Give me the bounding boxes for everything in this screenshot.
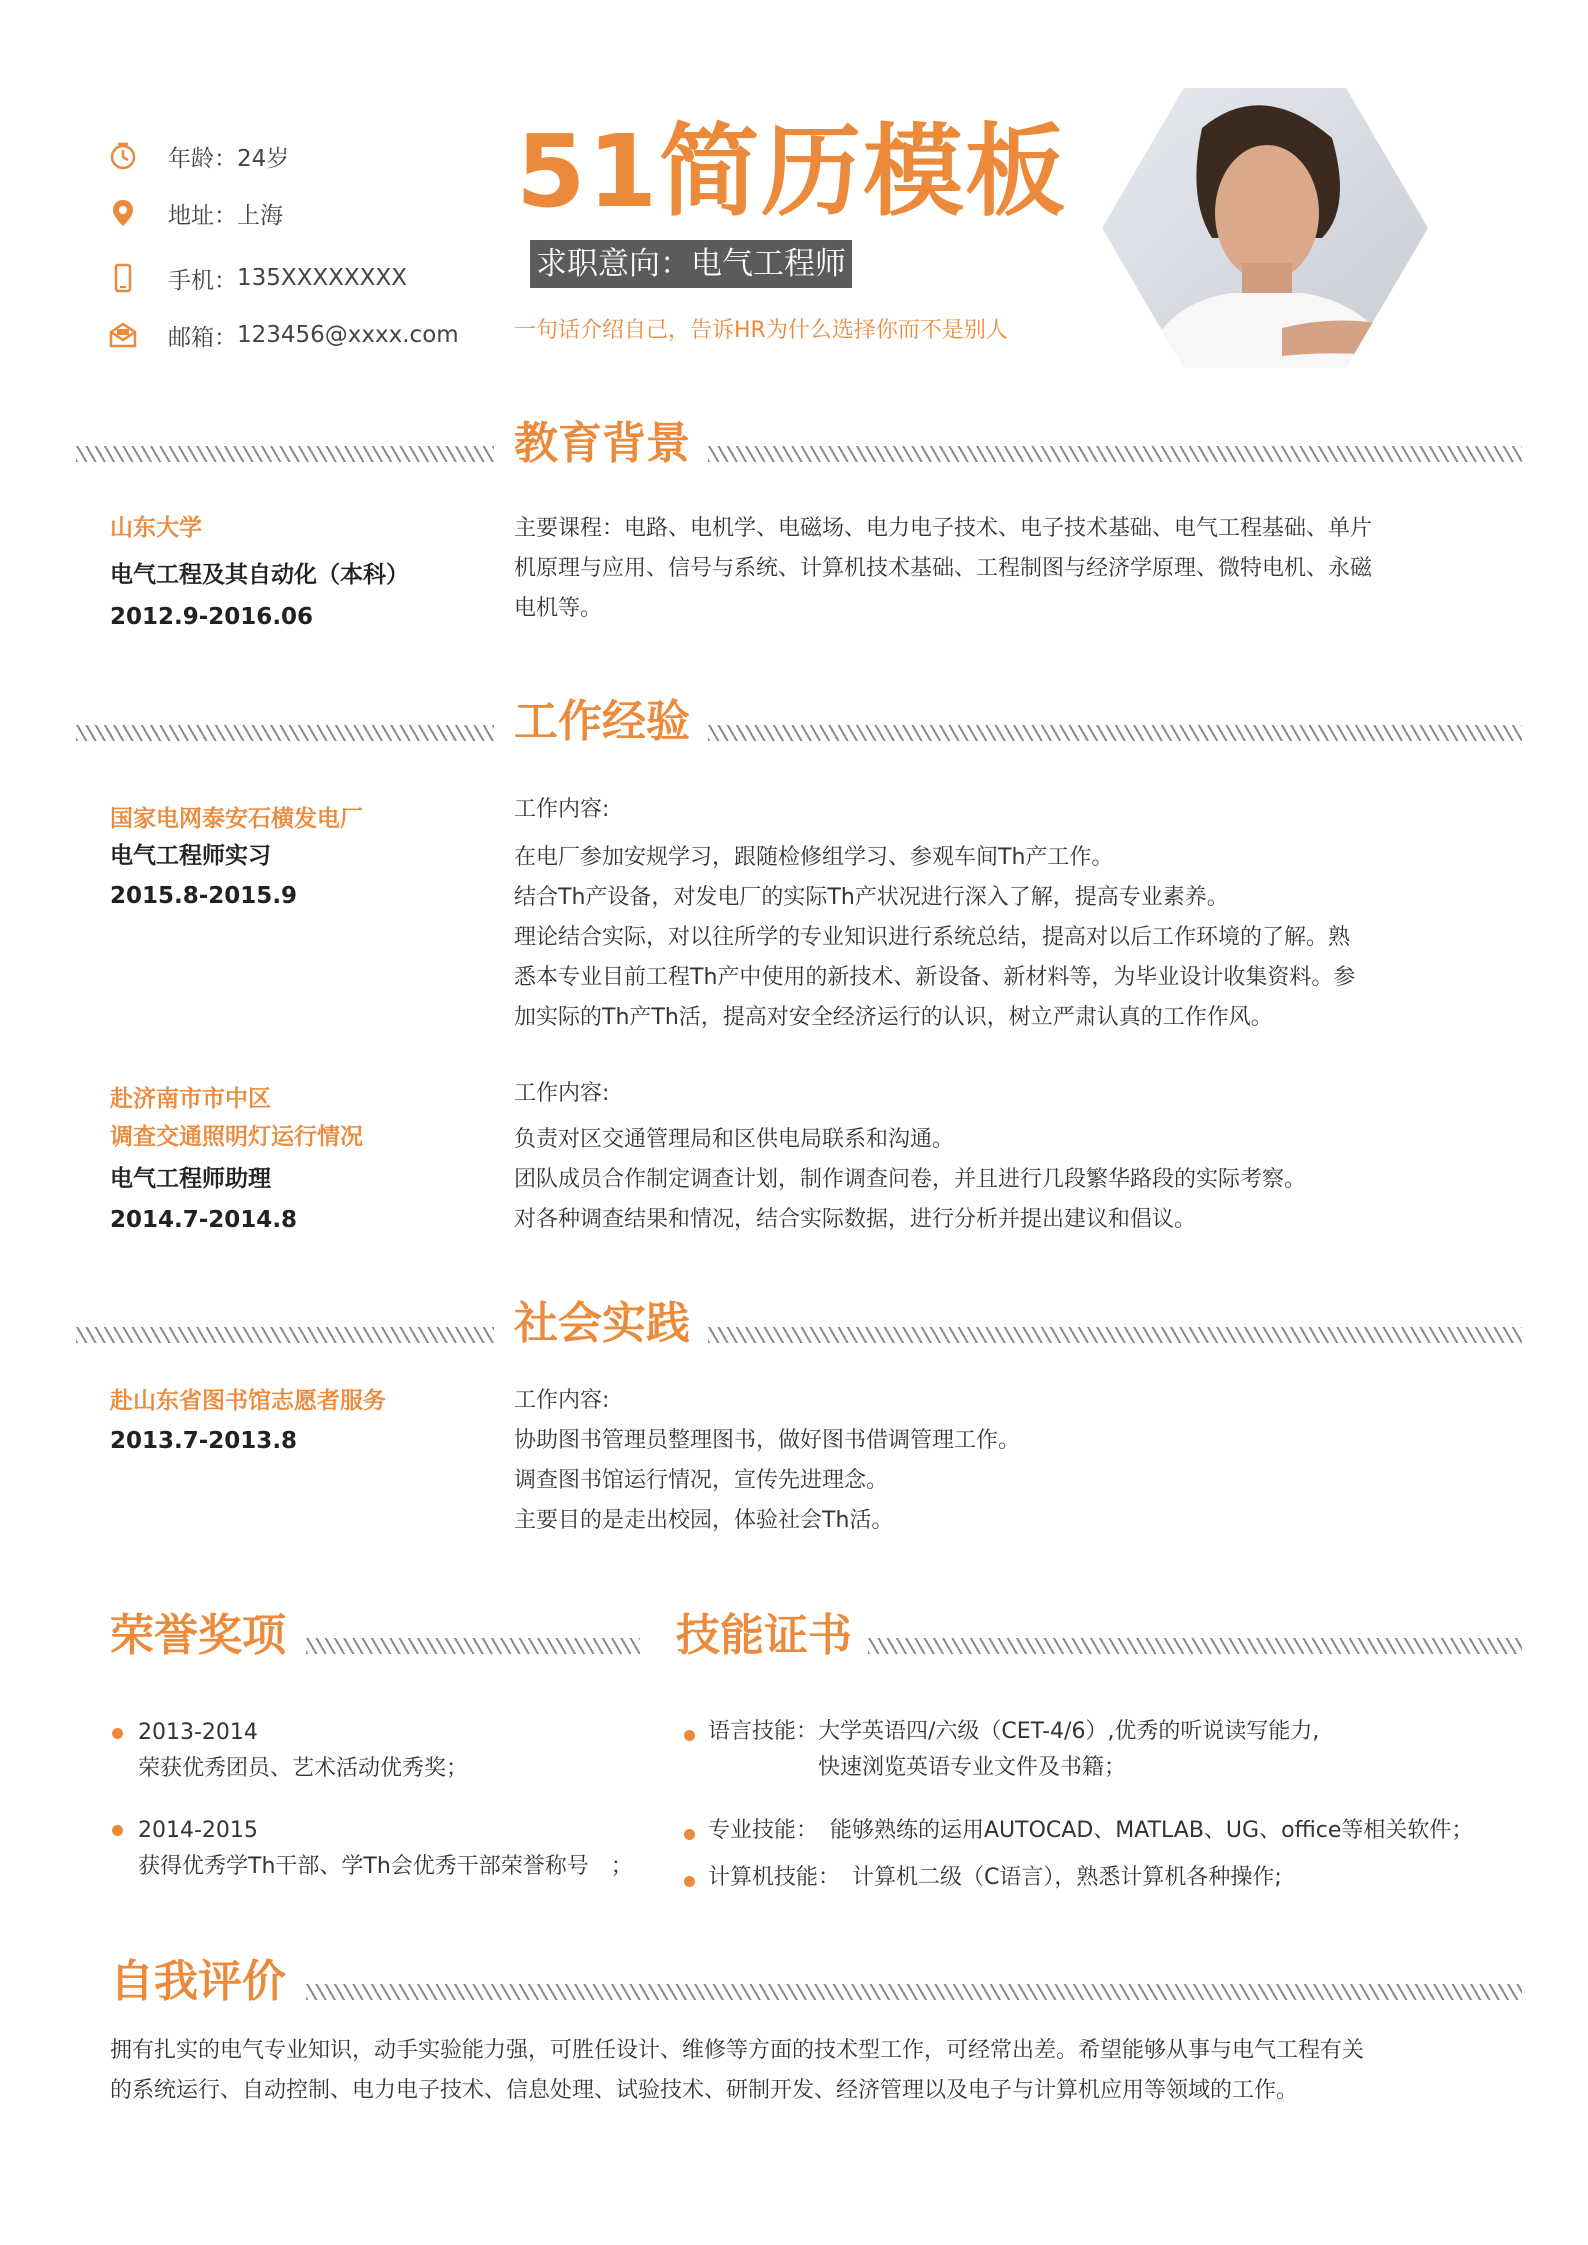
practice-line: 调查图书馆运行情况，宣传先进理念。 — [514, 1468, 889, 1493]
contact-email — [108, 315, 459, 355]
skill-label: 语言技能： — [708, 1719, 819, 1744]
divider-hatch — [306, 1638, 640, 1654]
courses-line: 机原理与应用、信号与系统、计算机技术基础、工程制图与经济学原理、微特电机、永磁 — [514, 556, 1373, 581]
job-line: 负责对区交通管理局和区供电局联系和沟通。 — [514, 1127, 955, 1152]
practice-content-label: 工作内容: — [514, 1388, 610, 1413]
divider-hatch — [868, 1638, 1522, 1654]
phone-icon — [108, 263, 138, 293]
education-dates: 2012.9-2016.06 — [110, 604, 314, 630]
section-title-work: 工作经验 — [514, 696, 690, 747]
section-title-practice: 社会实践 — [514, 1298, 690, 1349]
honor-year: 2014-2015 — [138, 1818, 258, 1843]
clock-icon — [108, 141, 138, 171]
job-line: 悉本专业目前工程Th产中使用的新技术、新设备、新材料等，为毕业设计收集资料。参 — [514, 965, 1356, 990]
job-content-label: 工作内容: — [514, 1081, 610, 1106]
job-line: 在电厂参加安规学习，跟随检修组学习、参观车间Th产工作。 — [514, 845, 1114, 870]
tagline: 一句话介绍自己，告诉HR为什么选择你而不是别人 — [514, 318, 1008, 343]
practice-dates: 2013.7-2013.8 — [110, 1428, 298, 1454]
bullet-dot — [684, 1730, 695, 1741]
job-dates: 2015.8-2015.9 — [110, 883, 298, 909]
section-title-honors: 荣誉奖项 — [110, 1610, 286, 1661]
self-eval-line: 拥有扎实的电气专业知识，动手实验能力强，可胜任设计、维修等方面的技术型工作，可经常出差。希望能够从事与电气工程有关 — [110, 2038, 1365, 2063]
divider-hatch — [306, 1984, 1522, 2000]
resume-title: 51简历模板 — [516, 113, 1068, 230]
job-intent: 求职意向：电气工程师 — [530, 240, 852, 288]
practice-line: 主要目的是走出校园，体验社会Th活。 — [514, 1508, 894, 1533]
job-org: 赴济南市市中区 — [110, 1086, 271, 1112]
divider-hatch — [708, 725, 1522, 741]
courses-line: 主要课程：电路、电机学、电磁场、电力电子技术、电子技术基础、电气工程基础、单片 — [514, 516, 1373, 541]
divider-hatch — [76, 1327, 494, 1343]
skill-text: 计算机二级（C语言），熟悉计算机各种操作; — [852, 1865, 1282, 1890]
divider-hatch — [76, 446, 494, 462]
courses-line: 电机等。 — [514, 596, 603, 621]
skill-text: 快速浏览英语专业文件及书籍； — [818, 1755, 1127, 1780]
bullet-dot — [684, 1829, 695, 1840]
job-line: 加实际的Th产Th活，提高对安全经济运行的认识，树立严肃认真的工作作风。 — [514, 1005, 1273, 1030]
divider-hatch — [708, 446, 1522, 462]
self-eval-line: 的系统运行、自动控制、电力电子技术、信息处理、试验技术、研制开发、经济管理以及电子与计算机应用等领域的工作。 — [110, 2078, 1299, 2103]
school-name: 山东大学 — [110, 515, 202, 541]
job-content-label: 工作内容: — [514, 797, 610, 822]
job-line: 对各种调查结果和情况，结合实际数据，进行分析并提出建议和倡议。 — [514, 1207, 1197, 1232]
skill-text: 能够熟练的运用AUTOCAD、MATLAB、UG、office等相关软件； — [830, 1818, 1474, 1843]
skill-text: 大学英语四/六级（CET-4/6）,优秀的听说读写能力, — [818, 1719, 1320, 1744]
job-line: 理论结合实际，对以往所学的专业知识进行系统总结，提高对以后工作环境的了解。熟 — [514, 925, 1351, 950]
email-value: 123456@xxxx.com — [237, 322, 459, 348]
address-label: 地址： — [168, 202, 237, 229]
contact-age — [108, 136, 289, 176]
section-title-self-eval: 自我评价 — [110, 1956, 286, 2007]
honor-text: 荣获优秀团员、艺术活动优秀奖； — [138, 1756, 469, 1781]
divider-hatch — [708, 1327, 1522, 1343]
job-line: 结合Th产设备，对发电厂的实际Th产状况进行深入了解，提高专业素养。 — [514, 885, 1229, 910]
practice-org: 赴山东省图书馆志愿者服务 — [110, 1388, 386, 1414]
practice-line: 协助图书管理员整理图书，做好图书借调管理工作。 — [514, 1428, 1021, 1453]
email-label: 邮箱： — [168, 324, 237, 351]
job-org: 国家电网泰安石横发电厂 — [110, 806, 363, 832]
profile-photo — [1102, 88, 1428, 368]
age-label: 年龄： — [168, 145, 237, 172]
mail-icon — [108, 320, 138, 350]
contact-address — [108, 193, 283, 233]
location-pin-icon — [108, 198, 138, 228]
address-value: 上海 — [237, 202, 283, 229]
job-dates: 2014.7-2014.8 — [110, 1207, 298, 1233]
skill-label: 专业技能： — [708, 1818, 819, 1843]
contact-phone — [108, 258, 407, 298]
bullet-dot — [112, 1728, 123, 1739]
bullet-dot — [684, 1876, 695, 1887]
honor-text: 获得优秀学Th干部、学Th会优秀干部荣誉称号 ； — [138, 1854, 633, 1879]
divider-hatch — [76, 725, 494, 741]
skill-label: 计算机技能： — [708, 1865, 841, 1890]
bullet-dot — [112, 1825, 123, 1836]
job-role: 电气工程师助理 — [110, 1166, 271, 1192]
honor-year: 2013-2014 — [138, 1720, 258, 1745]
phone-label: 手机： — [168, 267, 237, 294]
job-line: 团队成员合作制定调查计划，制作调查问卷，并且进行几段繁华路段的实际考察。 — [514, 1167, 1307, 1192]
job-org-detail: 调查交通照明灯运行情况 — [110, 1124, 363, 1150]
section-title-skills: 技能证书 — [676, 1610, 852, 1661]
phone-value: 135XXXXXXXX — [237, 265, 407, 291]
job-role: 电气工程师实习 — [110, 843, 271, 869]
age-value: 24岁 — [237, 145, 290, 172]
major: 电气工程及其自动化（本科） — [110, 562, 409, 588]
section-title-education: 教育背景 — [514, 418, 690, 469]
